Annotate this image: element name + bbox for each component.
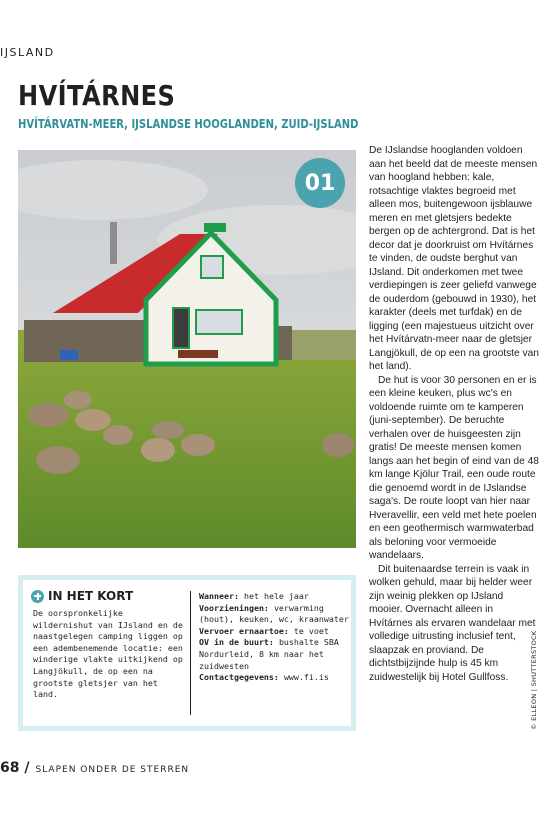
info-box-panel: [23, 580, 351, 726]
fact-row: Contactgegevens: www.fi.is: [199, 672, 329, 683]
info-box-intro: De oorspronkelijke wildernishut van IJsland en de naastgelegen camping liggen op een adembenemende locatie: een winderige vlakte uitkijkend op Langjökull, de op een na grootste gletsjer van het land.: [33, 608, 183, 700]
info-box: [18, 575, 356, 731]
body-paragraph: De hut is voor 30 personen en er is een kleine keuken, plus wc's en voldoende ruimte om te kamperen (juni-september). De beruchte verhalen over de huisgeesten zijn gratis! De meeste mensen komen langs aan het begin of eind van de 48 km lange Kjölur Trail, een oude route die genoemd wordt in de IJslandse saga's. De route loopt van hier naar Hveravellir, een veld met hete poelen en een geothermisch warmwaterbad als beloning voor vermoeide wandelaars.: [369, 374, 539, 561]
spot-number-badge: 01: [295, 158, 345, 208]
fact-row: Voorzieningen: verwarming (hout), keuken, wc, kraanwater: [199, 602, 349, 625]
body-paragraph: Dit buitenaardse terrein is vaak in wolken gehuld, maar bij helder weer zijn weinig plekken op IJsland mooier. Overnacht alleen in Hvítárnes als ervaren wandelaar met volledige uitrusting inclusief tent, slaapzak en proviand. De dichtstbijzijnde hulp is 45 km zuidwestelijk bij Hotel Gullfoss.: [369, 563, 536, 683]
fact-row: OV in de buurt: bushalte SBA Nordurleid, 8 km naar het zuidwesten: [199, 637, 339, 671]
plus-circle-icon: [31, 590, 44, 603]
info-box-divider: [190, 591, 191, 715]
section-label: IJSLAND: [0, 46, 55, 59]
fact-row: Vervoer ernaartoe: te voet: [199, 625, 329, 636]
photo-credit: © ELLEON | SHUTTERSTOCK: [530, 630, 538, 730]
info-box-heading-text: IN HET KORT: [48, 589, 134, 603]
fact-row: Wanneer: het hele jaar: [199, 591, 309, 601]
article-title: HVÍTÁRNES: [18, 79, 176, 112]
body-paragraph: De IJslandse hooglanden voldoen aan het beeld dat de meeste mensen van hoogland hebben: kale, rotsachtige vlaktes begroeid met alleen mos, buitengewoon ijsblauwe meren en met gletsjers bedekte bergen op de achtergrond. Dat is het decor dat je doorkruist om Hvítárnes te vinden, de oudste berghut van IJsland. Dit onderkomen met twee verdiepingen is zeer geliefd vanwege de ouderdom (gebouwd in 1930), het karakter (deels met turfdak) en de ligging (een majestueus uitzicht over het Hvítárvatn-meer naar de gletsjer Langjökull, de op een na grootste van het land).: [369, 145, 539, 372]
page-footer: [0, 760, 189, 776]
hut-photo: [18, 150, 356, 548]
footer-label: SLAPEN ONDER DE STERREN: [35, 765, 190, 775]
page-number: 68 /: [0, 760, 30, 776]
article-body: [369, 144, 539, 684]
info-box-heading: [31, 589, 133, 603]
info-box-facts: [199, 591, 359, 684]
article-subtitle: HVÍTÁRVATN-MEER, IJSLANDSE HOOGLANDEN, ZUID-IJSLAND: [18, 116, 359, 131]
